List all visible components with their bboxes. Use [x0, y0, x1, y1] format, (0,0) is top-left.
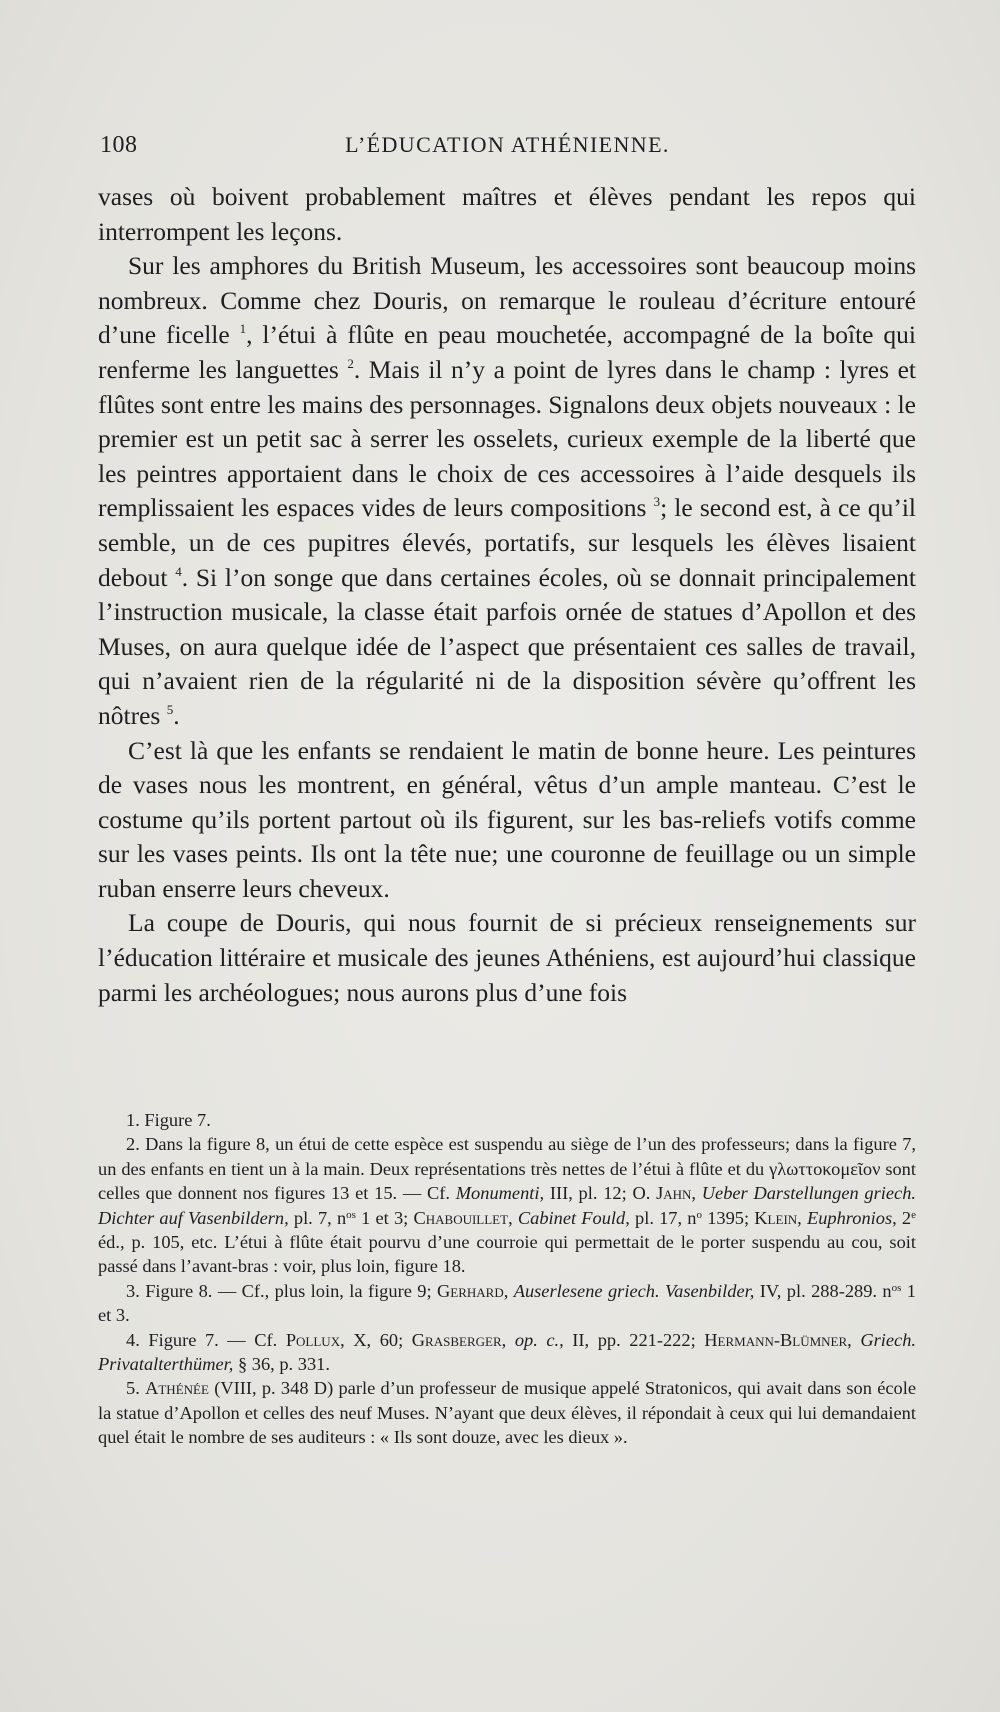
author-name: Athénée	[145, 1378, 209, 1399]
author-name: Hermann-Blümner,	[704, 1329, 852, 1350]
footnote-2-text: 1 et 3;	[355, 1207, 414, 1228]
body-text	[98, 180, 916, 1010]
footnote-2-text: éd., p. 105, etc. L’étui à flûte était pourvu d’une courroie qui permettait de le porter suspendu au cou, soit passé dans l’avant-bras : voir, plus loin, figure 18.	[98, 1232, 916, 1277]
footnote-2-text: 2. Dans la figure 8, un étui de cette espèce est suspendu au siège de l’un des professeurs; dans la figure 7, un des enfants en tient un à la main. Deux représentations très nettes de l’étui à flûte et du	[98, 1134, 916, 1179]
footnote-4-text: § 36, p. 331.	[233, 1354, 330, 1375]
footnote-ref-1[interactable]: 1	[239, 321, 247, 337]
paragraph-2-text: . Mais il n’y a point de lyres dans le champ : lyres et flûtes sont entre les mains des personnages. Signalons deux objets nouveaux : le premier est un petit sac à serrer les osselets, curieux exemple de la liberté que les peintres apportaient dans le choix de ces accessoires à l’aide desquels ils remplissaient les espaces vides de leurs compositions	[98, 354, 916, 523]
footnote-5-text: (VIII, p. 348 D) parle d’un professeur de musique appelé Stratonicos, qui avait dans son école la statue d’Apollon et celles des neuf Muses. N’ayant que deux élèves, il répondait à ceux qui lui demandaient quel était le nombre de ses auditeurs : « Ils sont douze, avec les dieux ».	[98, 1378, 916, 1448]
footnote-2-text: pl. 7, n	[288, 1207, 347, 1228]
greek-word: γλωττοκομεῖον	[769, 1158, 881, 1179]
paragraph-2-text: , l’étui à flûte en peau mouchetée, accompagné de la boîte qui renferme les languettes	[98, 320, 916, 384]
page-number: 108	[100, 132, 138, 158]
footnote-3	[98, 1279, 916, 1328]
paragraph-2-text: Sur les amphores du British Museum, les accessoires sont beaucoup moins nombreux. Comme chez Douris, on remarque le rouleau d’écriture entouré d’une ficelle	[98, 251, 916, 350]
superscript: o	[696, 1208, 702, 1221]
footnote-ref-4[interactable]: 4	[175, 563, 182, 579]
author-name: Klein,	[754, 1207, 802, 1228]
author-name: Gerhard,	[436, 1280, 509, 1301]
paragraph-3	[98, 734, 916, 907]
footnote-2-text: III, pl. 12; O.	[544, 1183, 657, 1204]
running-title: L’ÉDUCATION ATHÉNIENNE.	[345, 132, 670, 157]
footnote-4-text: X, 60;	[344, 1329, 412, 1350]
footnote-4	[98, 1328, 916, 1377]
footnote-3-text: 3. Figure 8. — Cf., plus loin, la figure 9;	[126, 1280, 437, 1301]
paragraph-3-text: C’est là que les enfants se rendaient le matin de bonne heure. Les peintures de vases nous les montrent, en général, vêtus d’un ample manteau. C’est le costume qu’ils portent partout où ils figurent, sur les bas-reliefs votifs comme sur les vases peints. Ils ont la tête nue; une couronne de feuillage ou un simple ruban enserre leurs cheveux.	[98, 735, 916, 903]
footnote-2-text: 2	[896, 1207, 912, 1228]
paragraph-2-text: .	[173, 700, 180, 730]
superscript: os	[346, 1208, 356, 1221]
citation-title: op. c.,	[514, 1329, 564, 1350]
footnote-2	[98, 1132, 916, 1278]
paragraph-1-text: vases où boivent probablement maîtres et élèves pendant les repos qui interrompent les leçons.	[98, 182, 916, 246]
citation-title: Cabinet Fould,	[517, 1207, 630, 1228]
superscript: e	[911, 1208, 916, 1221]
footnote-1-text: 1. Figure 7.	[126, 1110, 211, 1130]
footnote-5	[98, 1376, 916, 1449]
footnote-3-text: IV, pl. 288-289. n	[754, 1280, 892, 1301]
paragraph-1	[98, 180, 916, 249]
citation-title: Griech. Privatalterthümer,	[98, 1329, 916, 1375]
paragraph-2	[98, 249, 916, 733]
footnote-2-text: sont celles que donnent nos figures 13 et 15. — Cf.	[98, 1158, 916, 1204]
author-name: Pollux,	[285, 1329, 345, 1350]
footnote-ref-2[interactable]: 2	[347, 355, 354, 371]
page-header	[100, 132, 915, 166]
paragraph-4-text: La coupe de Douris, qui nous fournit de si précieux renseignements sur l’éducation littéraire et musicale des jeunes Athéniens, est aujourd’hui classique parmi les archéologues; nous aurons plus d’une fois	[98, 908, 916, 1007]
paragraph-2-text: . Si l’on songe que dans certaines écoles, où se donnait principalement l’instruction musicale, la classe était parfois ornée de statues d’Apollon et des Muses, on aura quelque idée de l’aspect que présentaient ces salles de travail, qui n’avaient rien de la régularité ni de la disposition sévère qu’offrent les nôtres	[98, 562, 916, 730]
citation-title: Euphronios,	[806, 1207, 897, 1228]
footnote-ref-3[interactable]: 3	[653, 494, 661, 510]
footnote-2-text: 1395;	[702, 1207, 755, 1228]
footnote-4-text: II, pp. 221-222;	[563, 1329, 705, 1350]
footnote-3-text: 1 et 3.	[98, 1280, 916, 1326]
superscript: os	[891, 1281, 902, 1294]
author-name: Jahn,	[656, 1183, 696, 1204]
footnote-4-text: 4. Figure 7. — Cf.	[126, 1329, 286, 1350]
footnote-2-text: pl. 17, n	[629, 1207, 697, 1228]
footnote-ref-5[interactable]: 5	[166, 701, 174, 717]
citation-title: Auserlesene griech. Vasenbilder,	[513, 1280, 755, 1301]
author-name: Grasberger,	[411, 1329, 507, 1350]
paragraph-2-text: ; le second est, à ce qu’il semble, un de ces pupitres élevés, portatifs, sur lesquels les élèves lisaient debout	[98, 493, 916, 592]
citation-title: Monumenti,	[455, 1183, 545, 1204]
footnotes	[98, 1108, 916, 1450]
footnote-5-text: 5.	[126, 1378, 146, 1399]
footnote-4-text	[506, 1330, 515, 1350]
citation-title: Ueber Darstellungen griech. Dichter auf Vasenbildern,	[98, 1183, 916, 1228]
author-name: Chabouillet,	[413, 1207, 513, 1228]
paragraph-4	[98, 906, 916, 1010]
footnote-1	[98, 1108, 916, 1132]
